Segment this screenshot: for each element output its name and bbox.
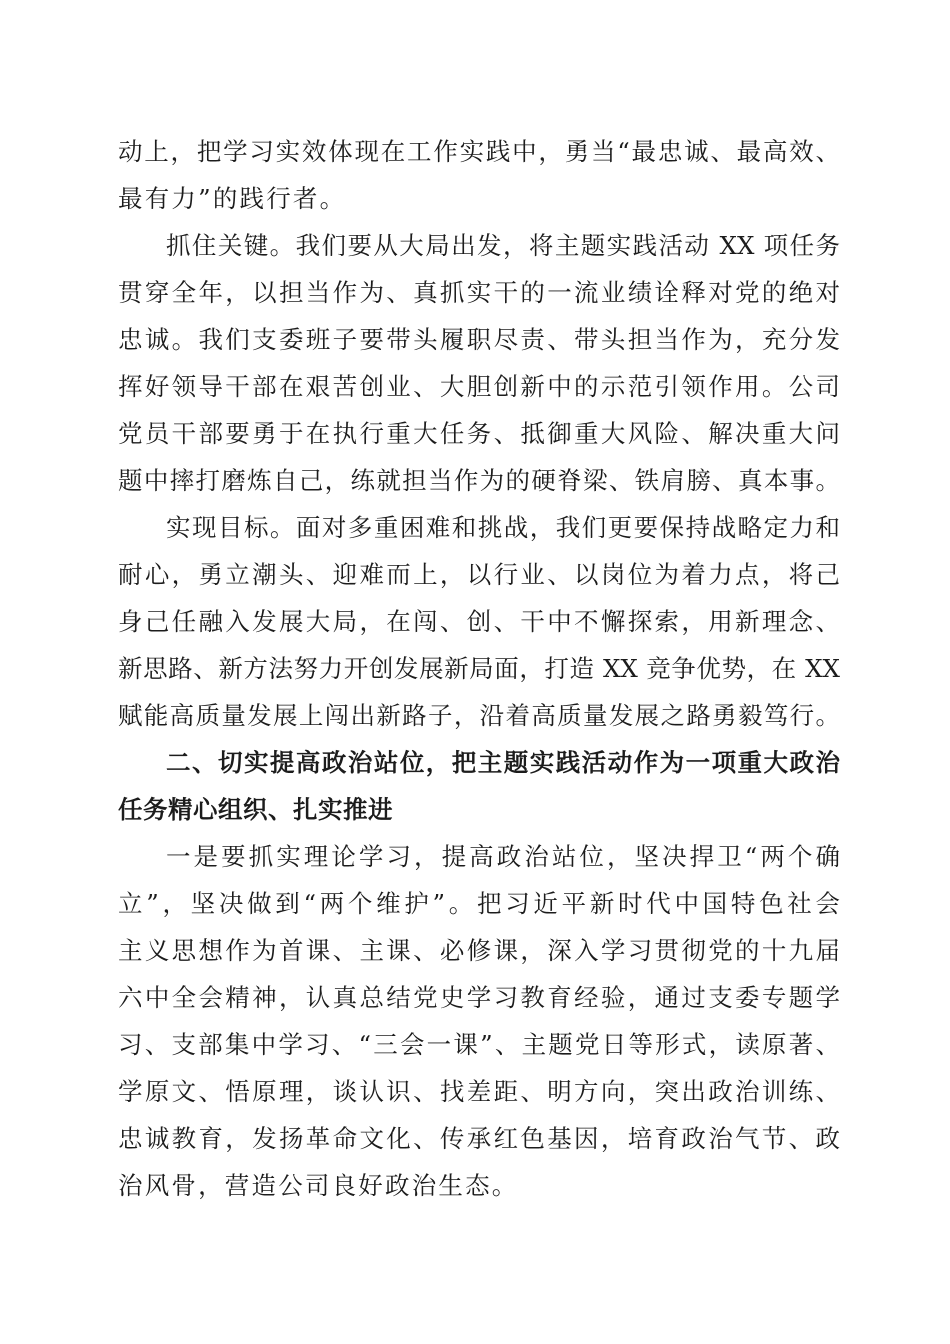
- text-line: 赋能高质量发展上闯出新路子，沿着高质量发展之路勇毅笃行。: [118, 701, 840, 730]
- text-line: 一是要抓实理论学习，提高政治站位，坚决捍卫“两个确: [166, 842, 840, 871]
- text-line: 实现目标。面对多重困难和挑战，我们更要保持战略定力和: [166, 513, 840, 542]
- text-line: 党员干部要勇于在执行重大任务、抵御重大风险、解决重大问: [118, 419, 840, 448]
- text-line: 治风骨，营造公司良好政治生态。: [118, 1171, 519, 1200]
- paragraph-theory-study: [118, 833, 840, 1209]
- text-line: 立”，坚决做到“两个维护”。把习近平新时代中国特色社会: [118, 889, 840, 918]
- paragraph-continuation: [118, 128, 840, 222]
- text-line: 最有力”的践行者。: [118, 184, 347, 213]
- text-line: 忠诚。我们支委班子要带头履职尽责、带头担当作为，充分发: [118, 325, 840, 354]
- paragraph-achieve-goals: [118, 504, 840, 739]
- text-line: 抓住关键。我们要从大局出发，将主题实践活动 XX 项任务: [166, 231, 840, 260]
- heading-line: 二、切实提高政治站位，把主题实践活动作为一项重大政治: [166, 748, 840, 777]
- document-page: [118, 128, 840, 1209]
- text-line: 挥好领导干部在艰苦创业、大胆创新中的示范引领作用。公司: [118, 372, 840, 401]
- paragraph-key-points: [118, 222, 840, 504]
- text-line: 贯穿全年，以担当作为、真抓实干的一流业绩诠释对党的绝对: [118, 278, 840, 307]
- text-line: 题中摔打磨炼自己，练就担当作为的硬脊梁、铁肩膀、真本事。: [118, 466, 840, 495]
- text-line: 忠诚教育，发扬革命文化、传承红色基因，培育政治气节、政: [118, 1124, 840, 1153]
- text-line: 身己任融入发展大局，在闯、创、干中不懈探索，用新理念、: [118, 607, 840, 636]
- text-line: 六中全会精神，认真总结党史学习教育经验，通过支委专题学: [118, 983, 840, 1012]
- heading-line: 任务精心组织、扎实推进: [118, 795, 393, 824]
- text-line: 习、支部集中学习、“三会一课”、主题党日等形式，读原著、: [118, 1030, 840, 1059]
- text-line: 动上，把学习实效体现在工作实践中，勇当“最忠诚、最高效、: [118, 137, 840, 166]
- text-line: 新思路、新方法努力开创发展新局面，打造 XX 竞争优势，在 XX: [118, 654, 840, 683]
- text-line: 主义思想作为首课、主课、必修课，深入学习贯彻党的十九届: [118, 936, 840, 965]
- text-line: 耐心，勇立潮头、迎难而上，以行业、以岗位为着力点，将己: [118, 560, 840, 589]
- section-heading: [118, 739, 840, 833]
- text-line: 学原文、悟原理，谈认识、找差距、明方向，突出政治训练、: [118, 1077, 840, 1106]
